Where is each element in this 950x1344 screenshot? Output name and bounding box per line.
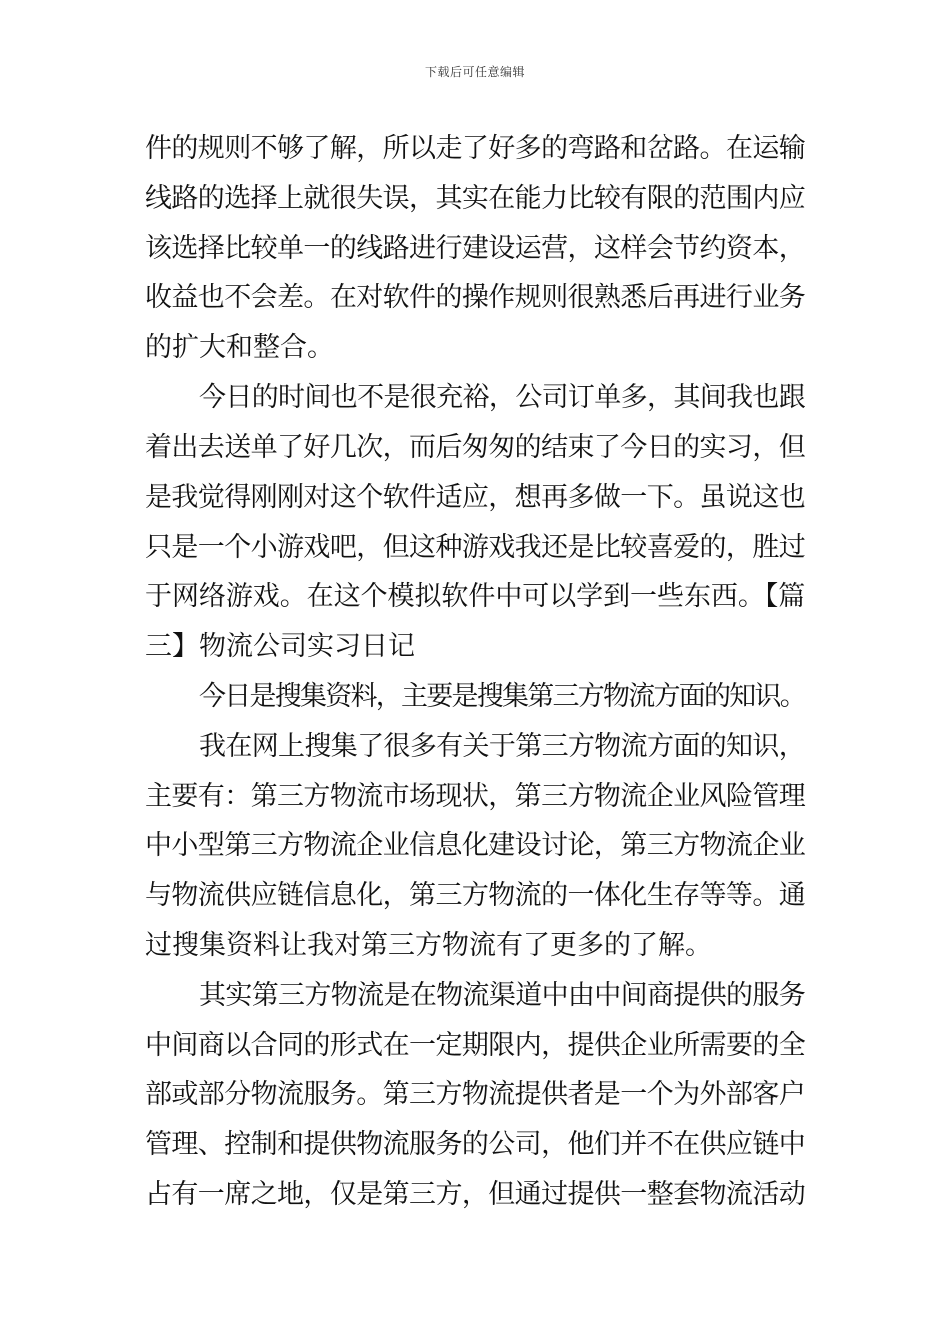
- text-line: 三】物流公司实习日记: [145, 631, 415, 662]
- text-line: 着出去送单了好几次，而后匆匆的结束了今日的实习，但: [145, 432, 805, 463]
- text-line: 该选择比较单一的线路进行建设运营，这样会节约资本，: [145, 233, 805, 264]
- text-line: 占有一席之地，仅是第三方，但通过提供一整套物流活动: [145, 1179, 805, 1210]
- text-line: 主要有：第三方物流市场现状，第三方物流企业风险管理: [145, 781, 805, 812]
- text-line: 的扩大和整合。: [145, 332, 334, 363]
- text-line: 中间商以合同的形式在一定期限内，提供企业所需要的全: [145, 1030, 805, 1061]
- page-header: 下载后可任意编辑: [424, 65, 525, 79]
- text-line: 过搜集资料让我对第三方物流有了更多的了解。: [145, 930, 712, 961]
- text-line: 管理、控制和提供物流服务的公司，他们并不在供应链中: [145, 1129, 805, 1160]
- text-line: 收益也不会差。在对软件的操作规则很熟悉后再进行业务: [145, 282, 805, 313]
- text-line: 件的规则不够了解，所以走了好多的弯路和岔路。在运输: [145, 133, 805, 164]
- paragraph-first-line: 我在网上搜集了很多有关于第三方物流方面的知识，: [199, 731, 805, 762]
- text-line: 中小型第三方物流企业信息化建设讨论，第三方物流企业: [145, 830, 805, 861]
- text-line: 是我觉得刚刚对这个软件适应，想再多做一下。虽说这也: [145, 482, 805, 513]
- text-line: 线路的选择上就很失误，其实在能力比较有限的范围内应: [145, 183, 805, 214]
- text-line: 于网络游戏。在这个模拟软件中可以学到一些东西。【篇: [145, 581, 805, 612]
- text-line: 与物流供应链信息化，第三方物流的一体化生存等等。通: [145, 880, 805, 911]
- text-line: 只是一个小游戏吧，但这种游戏我还是比较喜爱的，胜过: [145, 532, 805, 563]
- paragraph-first-line: 今日的时间也不是很充裕，公司订单多，其间我也跟: [199, 382, 805, 413]
- paragraph-first-line: 今日是搜集资料，主要是搜集第三方物流方面的知识。: [199, 681, 805, 712]
- text-line: 部或部分物流服务。第三方物流提供者是一个为外部客户: [145, 1079, 805, 1110]
- paragraph-first-line: 其实第三方物流是在物流渠道中由中间商提供的服务: [199, 980, 805, 1011]
